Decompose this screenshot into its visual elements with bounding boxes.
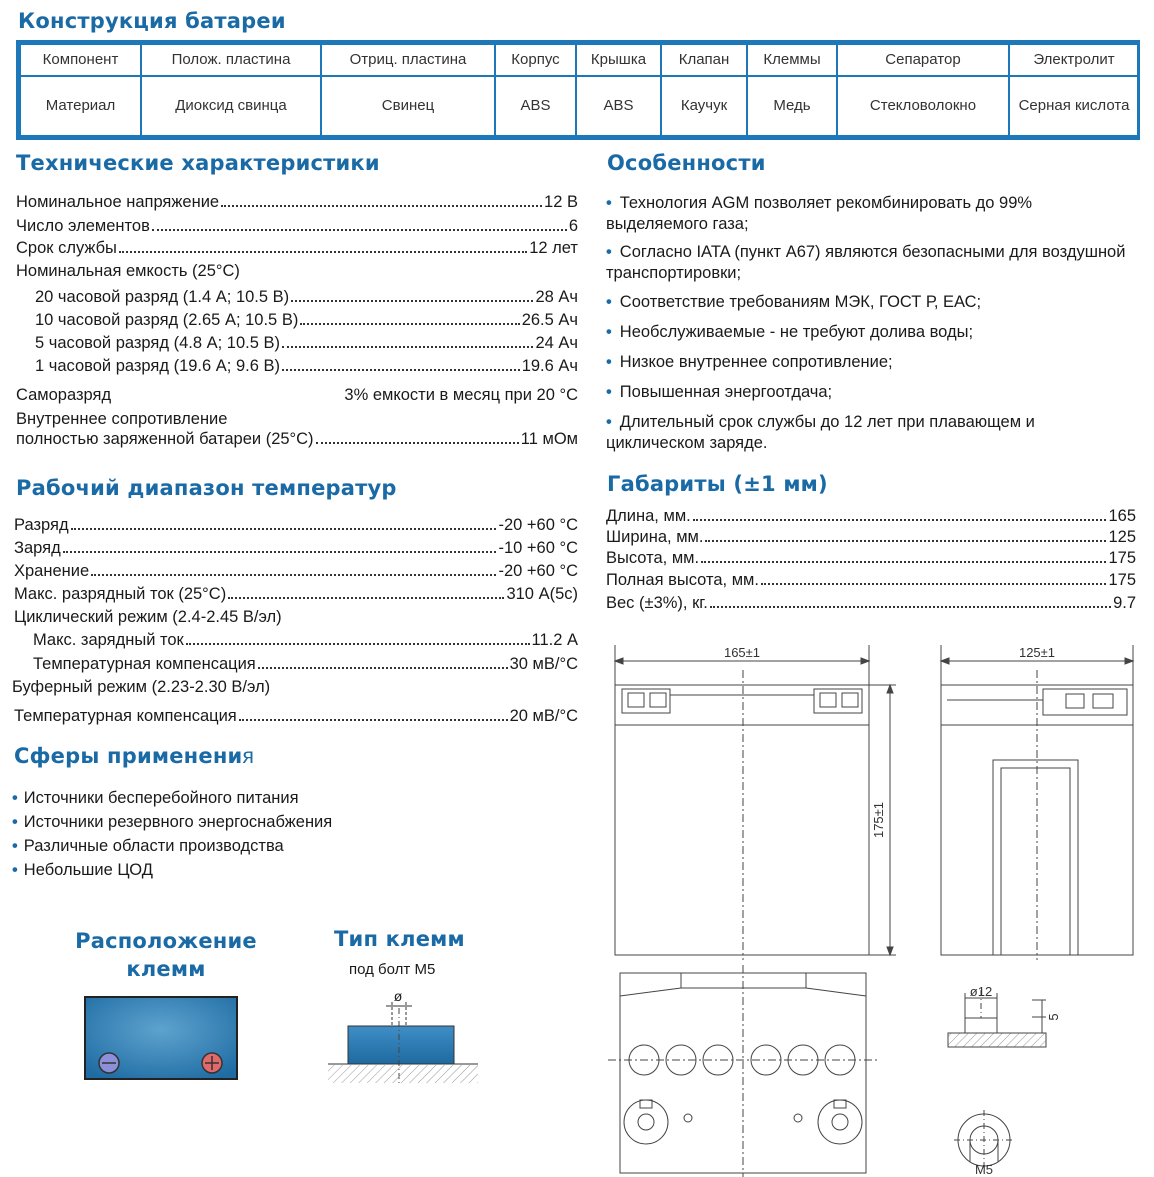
table-header-cell: Компонент xyxy=(20,44,141,76)
dim-row-height xyxy=(606,549,1136,568)
dot-leader xyxy=(282,346,533,348)
spec-label: Разряд xyxy=(14,516,69,534)
feature-text: Низкое внутреннее сопротивление; xyxy=(619,353,893,371)
table-cell: Свинец xyxy=(321,76,495,136)
spec-label: Ширина, мм. xyxy=(606,528,704,546)
terminal-layout-title-line: клемм xyxy=(126,957,206,981)
width-dim-label: 125±1 xyxy=(1018,645,1056,660)
table-cell: ABS xyxy=(495,76,576,136)
temp-row-discharge xyxy=(14,516,578,535)
dot-leader xyxy=(282,369,520,371)
spec-label: Высота, мм. xyxy=(606,549,700,567)
spec-label: 1 часовой разряд (19.6 А; 9.6 В) xyxy=(35,357,280,375)
dot-leader xyxy=(91,574,496,576)
spec-value: 310 А(5с) xyxy=(506,585,578,603)
table-cell: Стекловолокно xyxy=(837,76,1009,136)
height-dim-label: 175±1 xyxy=(871,801,886,839)
terminal-layout-title-line: Расположение xyxy=(75,929,257,953)
dot-leader xyxy=(239,719,508,721)
spec-label: Заряд xyxy=(14,539,61,557)
resistance-title: Внутреннее сопротивление xyxy=(16,410,228,428)
temp-title: Рабочий диапазон температур xyxy=(16,476,397,500)
spec-value: 175 xyxy=(1108,549,1136,567)
table-header-cell: Крышка xyxy=(576,44,661,76)
spec-value: 175 xyxy=(1108,571,1136,589)
table-cell: Серная кислота xyxy=(1009,76,1139,136)
terminal-layout-title xyxy=(66,927,266,983)
spec-value: 9.7 xyxy=(1113,594,1136,612)
spec-value: 125 xyxy=(1108,528,1136,546)
spec-row-voltage xyxy=(16,193,578,212)
m5-label: М5 xyxy=(974,1162,994,1177)
spec-row-cells xyxy=(16,217,578,236)
spec-label: 20 часовой разряд (1.4 А; 10.5 В) xyxy=(35,288,290,306)
dot-leader xyxy=(119,251,527,253)
feature-item: • Технология AGM позволяет рекомбинировать до 99% выделяемого газа; xyxy=(606,194,1033,233)
dot-leader xyxy=(705,540,1106,542)
spec-value: 11.2 А xyxy=(531,631,578,649)
spec-value: 24 Ач xyxy=(535,334,578,352)
temp-row-comp-cyclic xyxy=(33,655,578,674)
temp-row-storage xyxy=(14,562,578,581)
dot-leader xyxy=(71,528,497,530)
table-header-cell: Электролит xyxy=(1009,44,1139,76)
dot-leader xyxy=(258,667,508,669)
temp-row-max-charge xyxy=(33,631,578,650)
table-header-cell: Полож. пластина xyxy=(141,44,321,76)
dot-leader xyxy=(228,597,504,599)
construction-table xyxy=(16,40,1140,140)
temp-row-max-current xyxy=(14,585,578,604)
spec-label: Саморазряд xyxy=(16,386,112,404)
spec-label: Температурная компенсация xyxy=(33,655,256,673)
diameter-symbol: ø xyxy=(393,988,403,1004)
dim-row-length xyxy=(606,507,1136,526)
spec-row-resistance xyxy=(16,430,578,449)
spec-value: 12 лет xyxy=(529,239,578,257)
spec-value: 3% емкости в месяц при 20 °С xyxy=(344,386,578,404)
spec-row-c20 xyxy=(35,288,578,307)
spec-value: 6 xyxy=(568,217,578,235)
spec-row-self-discharge xyxy=(16,386,578,405)
terminal-type-subtitle: под болт М5 xyxy=(349,961,436,978)
spec-label: Вес (±3%), кг. xyxy=(606,594,708,612)
diameter-12-label: ø12 xyxy=(969,984,993,999)
spec-label: Число элементов xyxy=(16,217,150,235)
table-cell: Медь xyxy=(747,76,837,136)
features-title: Особенности xyxy=(607,151,766,175)
temp-row-charge xyxy=(14,539,578,558)
spec-label: Длина, мм. xyxy=(606,507,691,525)
spec-label: Срок службы xyxy=(16,239,117,257)
dot-leader xyxy=(701,561,1106,563)
spec-value: 26.5 Ач xyxy=(521,311,578,329)
table-header-cell: Клеммы xyxy=(747,44,837,76)
length-dim-label: 165±1 xyxy=(723,645,761,660)
dot-leader xyxy=(291,300,533,302)
spec-value: -10 +60 °С xyxy=(498,539,578,557)
spec-row-c10 xyxy=(35,311,578,330)
spec-label: 5 часовой разряд (4.8 А; 10.5 В) xyxy=(35,334,280,352)
table-header-cell: Корпус xyxy=(495,44,576,76)
feature-item: • Низкое внутреннее сопротивление; xyxy=(606,353,893,371)
list-item: • Различные области производства xyxy=(12,837,284,855)
spec-label: Макс. разрядный ток (25°С) xyxy=(14,585,227,603)
feature-item: • Соответствие требованиям МЭК, ГОСТ Р, ЕАС; xyxy=(606,293,982,311)
spec-value: 12 В xyxy=(544,193,578,211)
feature-text: Длительный срок службы до 12 лет при плавающем и циклическом заряде. xyxy=(606,413,1035,452)
feature-text: Необслуживаемые - не требуют долива воды; xyxy=(619,323,974,341)
positive-terminal-icon xyxy=(202,1053,222,1073)
spec-value: 165 xyxy=(1108,507,1136,525)
temp-row-comp-buffer xyxy=(14,707,578,726)
spec-label: Макс. зарядный ток xyxy=(33,631,184,649)
dot-leader xyxy=(316,442,519,444)
dim-row-total-height xyxy=(606,571,1136,590)
spec-value: 30 мВ/°С xyxy=(509,655,578,673)
apps-title-last: я xyxy=(242,745,255,768)
spec-row-c5 xyxy=(35,334,578,353)
list-item: • Источники бесперебойного питания xyxy=(12,789,299,807)
spec-value: -20 +60 °С xyxy=(498,562,578,580)
tech-title: Технические характеристики xyxy=(16,151,380,175)
cyclic-title: Циклический режим (2.4-2.45 В/эл) xyxy=(14,608,282,626)
spec-label: полностью заряженной батареи (25°С) xyxy=(16,430,314,448)
dot-leader xyxy=(186,643,530,645)
spec-value: 11 мОм xyxy=(520,430,578,448)
construction-title: Конструкция батареи xyxy=(18,9,286,33)
capacity-title: Номинальная емкость (25°С) xyxy=(16,262,240,280)
spec-value: -20 +60 °С xyxy=(498,516,578,534)
dot-leader xyxy=(761,583,1106,585)
dot-leader xyxy=(63,551,497,553)
feature-text: Технология AGM позволяет рекомбинировать до 99% выделяемого газа; xyxy=(606,194,1033,233)
spec-value: 28 Ач xyxy=(535,288,578,306)
dot-leader xyxy=(693,519,1107,521)
spec-row-c1 xyxy=(35,357,578,376)
dims-title: Габариты (±1 мм) xyxy=(607,472,828,496)
dim-row-width xyxy=(606,528,1136,547)
dim-row-weight xyxy=(606,594,1136,613)
list-item-text: Небольшие ЦОД xyxy=(23,861,153,879)
dimension-drawing xyxy=(606,640,1146,1177)
feature-item: • Необслуживаемые - не требуют долива воды; xyxy=(606,323,974,341)
terminal-type-drawing xyxy=(328,986,478,1086)
spec-value: 19.6 Ач xyxy=(521,357,578,375)
height-5-label: 5 xyxy=(1046,1013,1061,1021)
spec-label: Температурная компенсация xyxy=(14,707,237,725)
dot-leader xyxy=(152,229,567,231)
terminal-type-title: Тип клемм xyxy=(334,927,465,951)
spec-label: Номинальное напряжение xyxy=(16,193,220,211)
feature-text: Согласно IATA (пункт A67) являются безопасными для воздушной транспортировки; xyxy=(606,243,1126,282)
apps-title xyxy=(14,744,254,769)
dot-leader xyxy=(710,606,1111,608)
table-header-cell: Сепаратор xyxy=(837,44,1009,76)
table-header-cell: Отриц. пластина xyxy=(321,44,495,76)
dot-leader xyxy=(221,205,542,207)
list-item-text: Источники резервного энергоснабжения xyxy=(23,813,333,831)
spec-label: 10 часовой разряд (2.65 А; 10.5 В) xyxy=(35,311,299,329)
table-cell: Каучук xyxy=(661,76,747,136)
spec-label: Хранение xyxy=(14,562,90,580)
spec-value: 20 мВ/°С xyxy=(509,707,578,725)
table-header-cell: Клапан xyxy=(661,44,747,76)
feature-item: • Согласно IATA (пункт A67) являются безопасными для воздушной транспортировки; xyxy=(606,243,1126,282)
negative-terminal-icon xyxy=(99,1053,119,1073)
terminal-layout-drawing xyxy=(80,992,242,1084)
table-cell: Материал xyxy=(20,76,141,136)
apps-title-main: Сферы применени xyxy=(14,744,243,768)
table-cell: Диоксид свинца xyxy=(141,76,321,136)
list-item: • Источники резервного энергоснабжения xyxy=(12,813,333,831)
spec-label: Полная высота, мм. xyxy=(606,571,759,589)
feature-item: • Длительный срок службы до 12 лет при плавающем и циклическом заряде. xyxy=(606,413,1035,452)
list-item-text: Источники бесперебойного питания xyxy=(23,789,299,807)
list-item-text: Различные области производства xyxy=(23,837,284,855)
dot-leader xyxy=(300,323,519,325)
spec-row-life xyxy=(16,239,578,258)
feature-text: Повышенная энергоотдача; xyxy=(619,383,833,401)
buffer-title: Буферный режим (2.23-2.30 В/эл) xyxy=(12,678,271,696)
table-cell: ABS xyxy=(576,76,661,136)
feature-text: Соответствие требованиям МЭК, ГОСТ Р, ЕАС; xyxy=(619,293,982,311)
list-item: • Небольшие ЦОД xyxy=(12,861,153,879)
feature-item: • Повышенная энергоотдача; xyxy=(606,383,833,401)
